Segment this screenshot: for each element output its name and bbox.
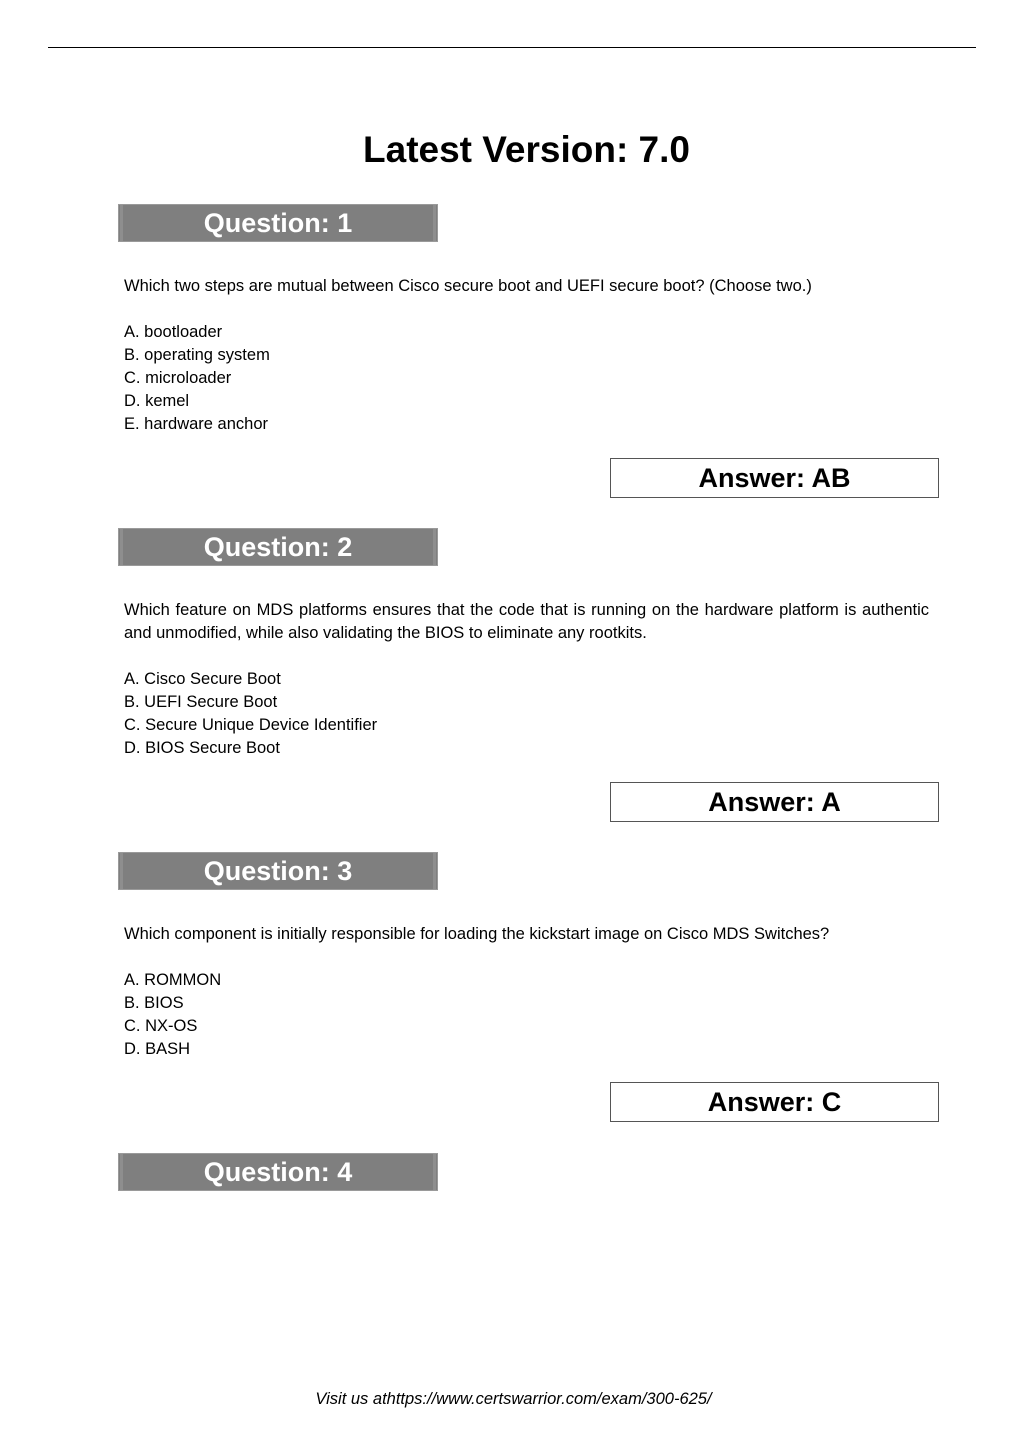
answer-box: Answer: C — [610, 1082, 939, 1122]
option-item: B. UEFI Secure Boot — [124, 693, 278, 711]
option-item: A. bootloader — [124, 323, 223, 341]
answer-options — [124, 321, 940, 436]
answer-box: Answer: A — [610, 782, 939, 822]
header-rule — [48, 47, 976, 48]
option-item: C. Secure Unique Device Identifier — [124, 716, 378, 734]
question-text: Which two steps are mutual between Cisco secure boot and UEFI secure boot? (Choose two.) — [124, 277, 812, 295]
question-heading: Question: 1 — [118, 204, 438, 242]
question-text: Which component is initially responsible for loading the kickstart image on Cisco MDS Switches? — [124, 925, 830, 943]
option-item: B. BIOS — [124, 994, 184, 1012]
option-item: C. microloader — [124, 369, 232, 387]
question-heading: Question: 4 — [118, 1153, 438, 1191]
option-item: C. NX-OS — [124, 1017, 198, 1035]
answer-options — [124, 668, 940, 760]
option-item: A. Cisco Secure Boot — [124, 670, 281, 688]
question-heading: Question: 2 — [118, 528, 438, 566]
option-item: D. BASH — [124, 1040, 191, 1058]
footer-link-text: Visit us athttps://www.certswarrior.com/exam/300-625/ — [315, 1390, 712, 1408]
option-item: E. hardware anchor — [124, 415, 268, 433]
answer-box: Answer: AB — [610, 458, 939, 498]
option-item: A. ROMMON — [124, 971, 222, 989]
question-block — [118, 204, 940, 436]
answer-options — [124, 969, 940, 1061]
option-item: B. operating system — [124, 346, 270, 364]
question-text: Which feature on MDS platforms ensures that the code that is running on the hardware platform is authentic and unmodified, while also validating the BIOS to eliminate any rootkits. — [124, 601, 929, 642]
option-item: D. kemel — [124, 392, 190, 410]
question-heading: Question: 3 — [118, 852, 438, 890]
question-block — [118, 1153, 940, 1191]
question-block — [118, 528, 940, 760]
option-item: D. BIOS Secure Boot — [124, 739, 280, 757]
question-block — [118, 852, 940, 1061]
page-title: Latest Version: 7.0 — [363, 129, 690, 170]
